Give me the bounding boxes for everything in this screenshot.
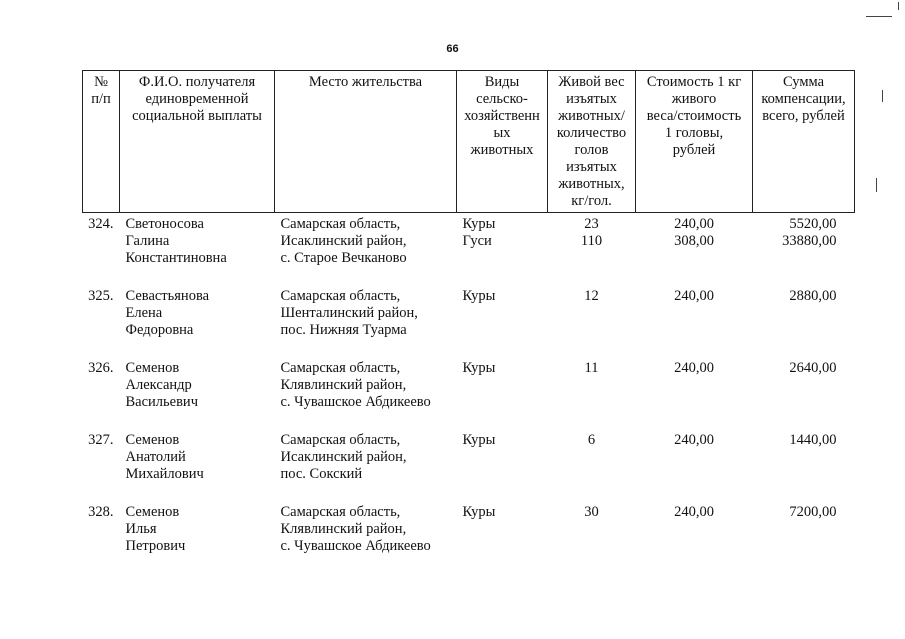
row-number: 324.	[88, 216, 114, 232]
scan-mark	[866, 16, 892, 17]
recipient-name: Семенов Илья Петрович	[125, 504, 186, 554]
animal-kind: Куры Гуси	[462, 216, 496, 249]
header-recipient-name: Ф.И.О. получателя единовременной социальной выплаты	[120, 71, 275, 213]
table-row	[83, 430, 855, 502]
total-sum: 2880,00	[789, 288, 837, 304]
residence: Самарская область, Клявлинский район, с. Чувашское Абдикеево	[280, 360, 431, 410]
recipient-name: Семенов Александр Васильевич	[125, 360, 198, 410]
header-live-weight: Живой вес изъятых животных/ количество голов изъятых животных, кг/гол.	[548, 71, 636, 213]
total-sum: 2640,00	[789, 360, 837, 376]
table-row	[83, 213, 855, 287]
total-sum: 7200,00	[789, 504, 837, 520]
unit-price: 240,00	[674, 432, 714, 448]
unit-price: 240,00	[674, 360, 714, 376]
live-weight: 6	[587, 432, 596, 448]
header-animal-kind: Виды сельско- хозяйственн ых животных	[457, 71, 548, 213]
row-number: 327.	[88, 432, 114, 448]
recipient-name: Светоносова Галина Константиновна	[125, 216, 227, 266]
live-weight: 12	[584, 288, 599, 304]
page-number: 66	[446, 43, 459, 55]
unit-price: 240,00	[674, 288, 714, 304]
animal-kind: Куры	[462, 432, 496, 448]
live-weight: 11	[584, 360, 599, 376]
row-number: 325.	[88, 288, 114, 304]
recipient-name: Семенов Анатолий Михайлович	[125, 432, 204, 482]
compensation-table	[82, 70, 855, 574]
residence: Самарская область, Шенталинский район, пос. Нижняя Туарма	[280, 288, 418, 338]
live-weight: 30	[584, 504, 599, 520]
animal-kind: Куры	[462, 360, 496, 376]
animal-kind: Куры	[462, 504, 496, 520]
table-row	[83, 358, 855, 430]
unit-price: 240,00	[674, 504, 714, 520]
total-sum: 5520,00 33880,00	[782, 216, 837, 249]
animal-kind: Куры	[462, 288, 496, 304]
row-number: 326.	[88, 360, 114, 376]
residence: Самарская область, Клявлинский район, с. Чувашское Абдикеево	[280, 504, 431, 554]
header-total-sum: Сумма компенсации, всего, рублей	[753, 71, 855, 213]
header-number: № п/п	[83, 71, 120, 213]
scan-mark	[898, 2, 899, 10]
residence: Самарская область, Исаклинский район, пос. Сокский	[280, 432, 407, 482]
unit-price: 240,00 308,00	[674, 216, 714, 249]
residence: Самарская область, Исаклинский район, с. Старое Вечканово	[280, 216, 407, 266]
header-unit-price: Стоимость 1 кг живого веса/стоимость 1 головы, рублей	[636, 71, 753, 213]
header-row	[83, 71, 855, 213]
live-weight: 23 110	[580, 216, 603, 249]
table-row	[83, 502, 855, 574]
scan-mark	[876, 178, 877, 192]
scan-mark	[882, 90, 883, 102]
header-residence: Место жительства	[275, 71, 457, 213]
total-sum: 1440,00	[789, 432, 837, 448]
row-number: 328.	[88, 504, 114, 520]
table-row	[83, 286, 855, 358]
recipient-name: Севастьянова Елена Федоровна	[125, 288, 210, 338]
